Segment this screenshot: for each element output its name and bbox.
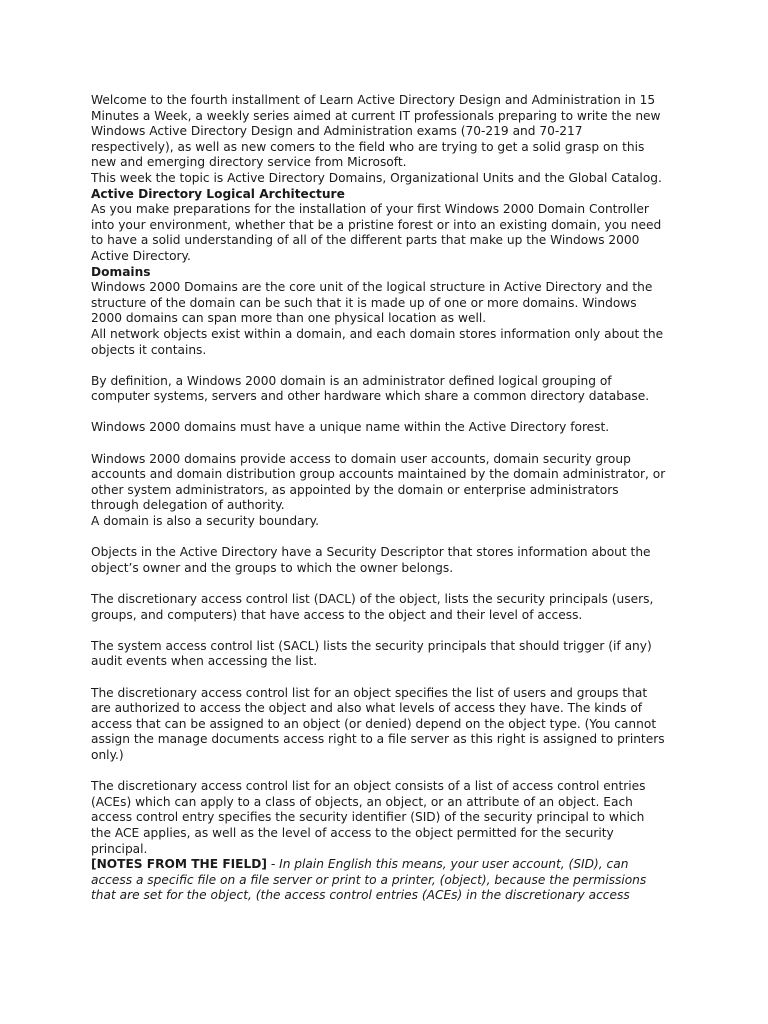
paragraph-notes-from-field — [91, 857, 666, 904]
paragraph-topic: This week the topic is Active Directory Domains, Organizational Units and the Global Catalog. — [91, 170, 662, 185]
paragraph-security-boundary: A domain is also a security boundary. — [91, 514, 319, 529]
paragraph-dacl-specifies: The discretionary access control list for an object specifies the list of users and groups that are authorized to access the object and also what levels of access they have. The kinds of access that can be assigned to an object (or denied) depend on the object type. (You cannot assign the manage documents access right to a file server as this right is assigned to printers only.) — [91, 685, 665, 762]
heading-logical-architecture: Active Directory Logical Architecture — [91, 186, 345, 201]
paragraph-definition: By definition, a Windows 2000 domain is an administrator defined logical grouping of computer systems, servers and other hardware which share a common directory database. — [91, 373, 650, 404]
paragraph-sacl: The system access control list (SACL) lists the security principals that should trigger (if any) audit events when accessing the list. — [91, 638, 652, 669]
paragraph-security-descriptor: Objects in the Active Directory have a Security Descriptor that stores information about the object’s owner and the groups to which the owner belongs. — [91, 545, 651, 575]
paragraph-objects-exist: All network objects exist within a domain, and each domain stores information only about the objects it contains. — [91, 326, 664, 357]
paragraph-unique-name: Windows 2000 domains must have a unique name within the Active Directory forest. — [91, 420, 610, 435]
paragraph-welcome: Welcome to the fourth installment of Learn Active Directory Design and Administration in 15 Minutes a Week, a weekly series aimed at current IT professionals preparing to write the new Windows Active Directory Design and Administration exams (70-219 and 70-217 respectively), as well as new comers to the field who are trying to get a solid grasp on this new and emerging directory service from Microsoft. — [91, 93, 661, 170]
heading-domains: Domains — [91, 264, 151, 279]
document-body — [91, 93, 666, 904]
paragraph-core-unit: Windows 2000 Domains are the core unit of the logical structure in Active Directory and the structure of the domain can be such that it is made up of one or more domains. Windows 2000 domains can span more than one physical location as well. — [91, 280, 653, 326]
paragraph-preparations: As you make preparations for the installation of your first Windows 2000 Domain Controller into your environment, whether that be a pristine forest or into an existing domain, you need to have a solid understanding of all of the different parts that make up the Windows 2000 Active Directory. — [91, 202, 662, 263]
paragraph-access-control-entries: The discretionary access control list for an object consists of a list of access control entries (ACEs) which can apply to a class of objects, an object, or an attribute of an object. Each access control entry specifies the security identifier (SID) of the security principal to which the ACE applies, as well as the level of access to the object permitted for the security principal. — [91, 779, 646, 856]
notes-text: - In plain English this means, your user account, (SID), can access a specific file on a file server or print to a printer, (object), because the permissions that are set for the object, (the access control entries (ACEs) in the discretionary access — [91, 857, 647, 903]
notes-label: [NOTES FROM THE FIELD] — [91, 857, 267, 872]
paragraph-dacl: The discretionary access control list (DACL) of the object, lists the security principals (users, groups, and computers) that have access to the object and their level of access. — [91, 592, 654, 622]
paragraph-domain-access: Windows 2000 domains provide access to domain user accounts, domain security group accounts and domain distribution group accounts maintained by the domain administrator, or other system administrators, as appointed by the domain or enterprise administrators through delegation of authority. — [91, 451, 666, 513]
